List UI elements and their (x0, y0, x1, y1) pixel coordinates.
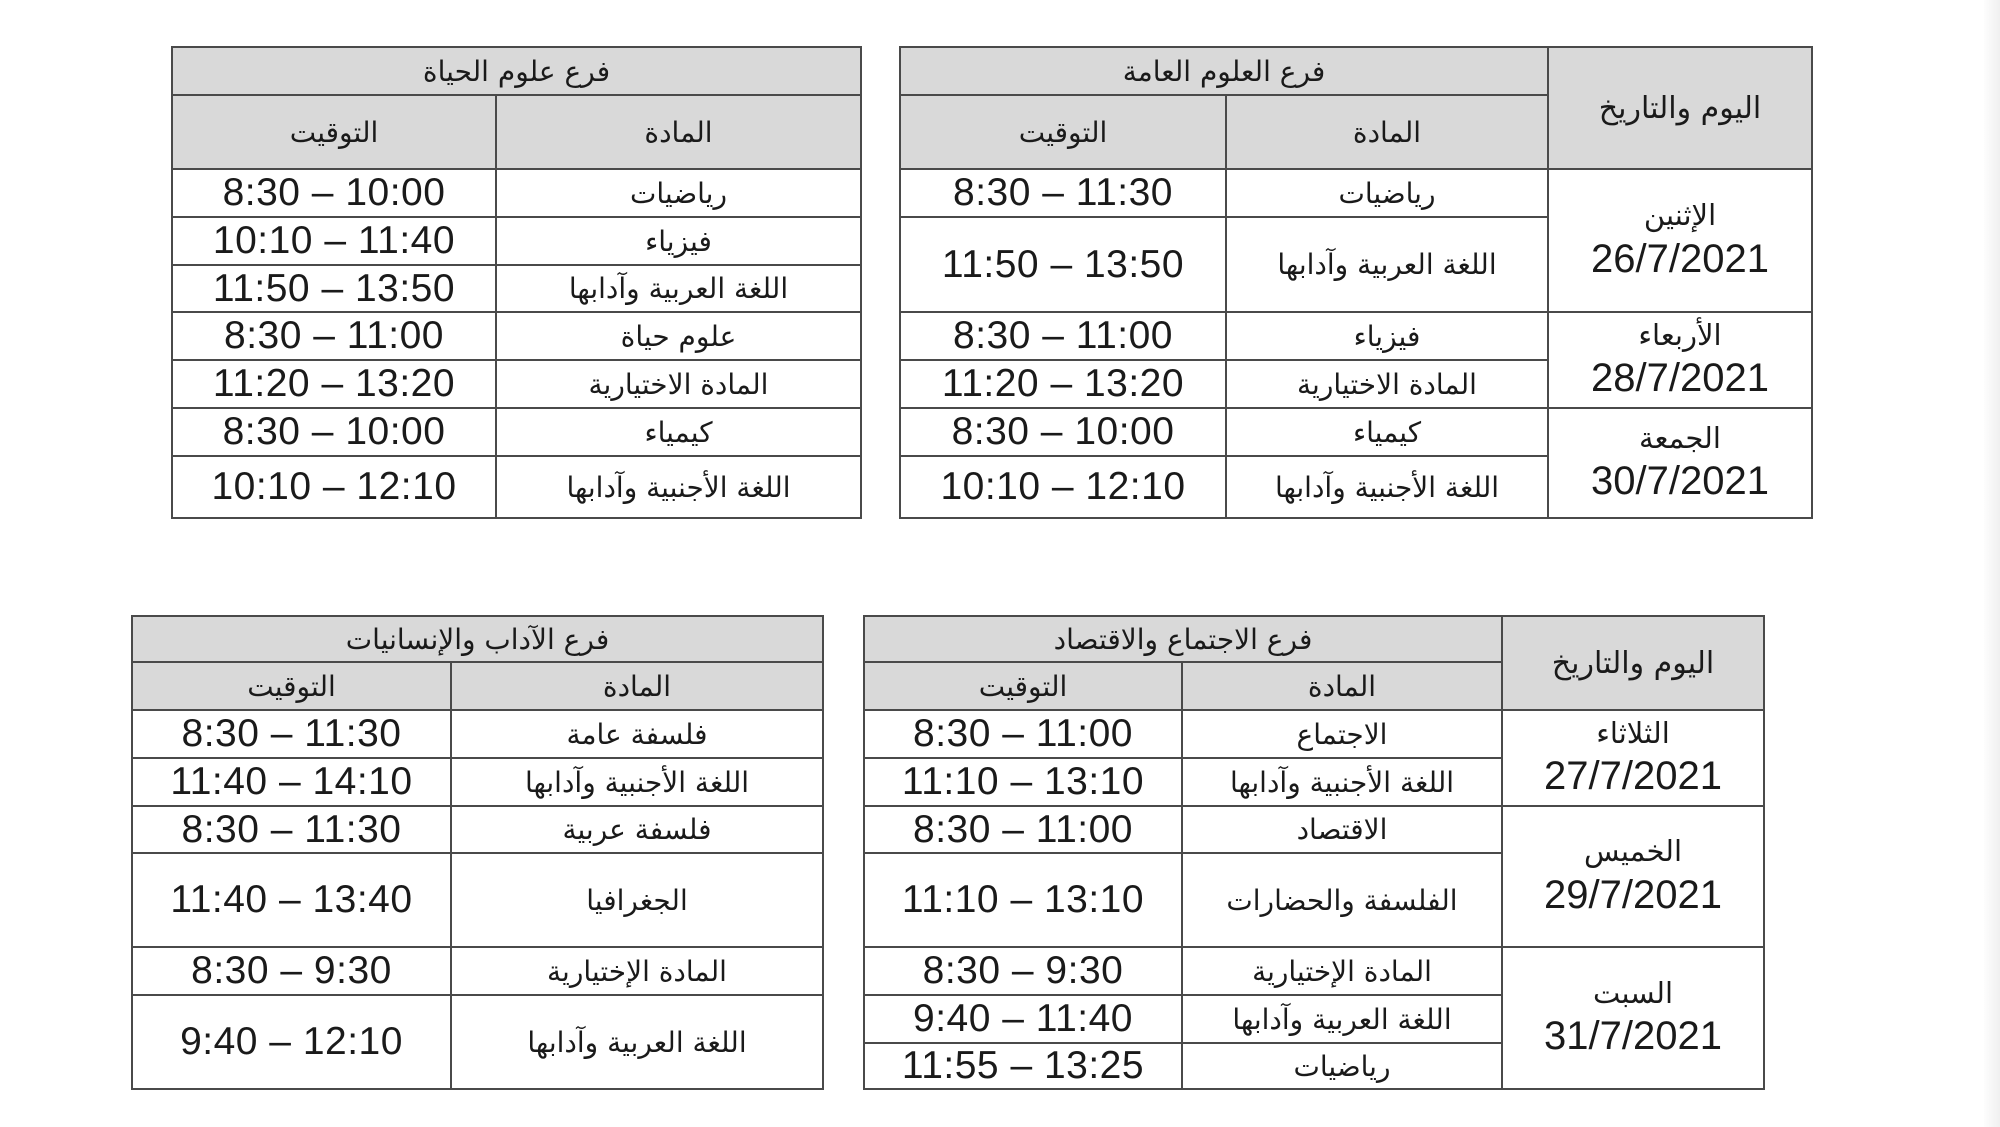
day-name: الإثنين (1643, 198, 1717, 233)
exam-subject: المادة الاختيارية (496, 360, 861, 408)
subject-column-header: المادة (496, 95, 861, 169)
branch-title-life-sciences: فرع علوم الحياة (172, 47, 861, 95)
exam-subject: الفلسفة والحضارات (1182, 853, 1502, 947)
day-date: 27/7/2021 (1544, 754, 1722, 799)
day-cell-monday (1548, 169, 1812, 312)
life-sciences-schedule-table (171, 46, 862, 519)
exam-time: 8:30 – 9:30 (132, 947, 451, 995)
exam-time: 11:40 – 14:10 (132, 758, 451, 806)
exam-time: 8:30 – 11:30 (900, 169, 1226, 217)
day-cell-saturday (1502, 947, 1764, 1089)
day-name: الجمعة (1639, 420, 1721, 455)
day-name: الثلاثاء (1596, 715, 1670, 750)
exam-subject: المادة الاختيارية (1226, 360, 1548, 408)
exam-subject: كيمياء (496, 408, 861, 456)
exam-subject: الاجتماع (1182, 710, 1502, 758)
day-date-header: اليوم والتاريخ (1502, 616, 1764, 710)
exam-subject: فلسفة عامة (451, 710, 823, 758)
subject-column-header: المادة (451, 662, 823, 710)
exam-time: 9:40 – 11:40 (864, 995, 1182, 1043)
day-date: 31/7/2021 (1544, 1014, 1722, 1059)
exam-time: 8:30 – 10:00 (172, 169, 496, 217)
day-date-header: اليوم والتاريخ (1548, 47, 1812, 169)
exam-time: 8:30 – 11:00 (864, 806, 1182, 853)
time-column-header: التوقيت (900, 95, 1226, 169)
exam-subject: اللغة العربية وآدابها (496, 265, 861, 312)
exam-time: 10:10 – 12:10 (900, 456, 1226, 518)
exam-time: 8:30 – 11:00 (172, 312, 496, 360)
day-name: الخميس (1583, 834, 1683, 869)
time-column-header: التوقيت (132, 662, 451, 710)
exam-time: 8:30 – 11:30 (132, 710, 451, 758)
sociology-economics-schedule-table (863, 615, 1765, 1090)
time-column-header: التوقيت (864, 662, 1182, 710)
day-cell-wednesday (1548, 312, 1812, 408)
exam-time: 8:30 – 10:00 (172, 408, 496, 456)
time-column-header: التوقيت (172, 95, 496, 169)
exam-subject: رياضيات (1226, 169, 1548, 217)
exam-time: 10:10 – 11:40 (172, 217, 496, 265)
page-edge-shadow (1984, 0, 2000, 1127)
literature-humanities-schedule-table (131, 615, 824, 1090)
exam-subject: اللغة الأجنبية وآدابها (1182, 758, 1502, 806)
branch-title-literature-humanities: فرع الآداب والإنسانيات (132, 616, 823, 662)
subject-column-header: المادة (1226, 95, 1548, 169)
exam-time: 11:50 – 13:50 (900, 217, 1226, 312)
exam-time: 8:30 – 11:00 (864, 710, 1182, 758)
exam-time: 11:55 – 13:25 (864, 1043, 1182, 1089)
exam-subject: فيزياء (1226, 312, 1548, 360)
exam-subject: اللغة الأجنبية وآدابها (451, 758, 823, 806)
exam-subject: علوم حياة (496, 312, 861, 360)
exam-time: 8:30 – 10:00 (900, 408, 1226, 456)
exam-time: 8:30 – 11:30 (132, 806, 451, 853)
exam-subject: المادة الإختيارية (1182, 947, 1502, 995)
exam-time: 8:30 – 9:30 (864, 947, 1182, 995)
exam-subject: اللغة العربية وآدابها (1182, 995, 1502, 1043)
exam-subject: اللغة الأجنبية وآدابها (1226, 456, 1548, 518)
exam-subject: رياضيات (496, 169, 861, 217)
exam-time: 9:40 – 12:10 (132, 995, 451, 1089)
exam-time: 11:10 – 13:10 (864, 758, 1182, 806)
exam-time: 10:10 – 12:10 (172, 456, 496, 518)
subject-column-header: المادة (1182, 662, 1502, 710)
exam-subject: الاقتصاد (1182, 806, 1502, 853)
exam-time: 11:40 – 13:40 (132, 853, 451, 947)
exam-subject: فيزياء (496, 217, 861, 265)
day-name: الأربعاء (1638, 317, 1722, 352)
day-date: 30/7/2021 (1591, 459, 1769, 504)
day-cell-friday (1548, 408, 1812, 518)
exam-subject: فلسفة عربية (451, 806, 823, 853)
exam-subject: اللغة العربية وآدابها (1226, 217, 1548, 312)
day-date: 28/7/2021 (1591, 356, 1769, 401)
day-cell-thursday (1502, 806, 1764, 947)
exam-subject: رياضيات (1182, 1043, 1502, 1089)
exam-time: 8:30 – 11:00 (900, 312, 1226, 360)
exam-subject: كيمياء (1226, 408, 1548, 456)
exam-time: 11:20 – 13:20 (900, 360, 1226, 408)
day-date: 29/7/2021 (1544, 872, 1722, 917)
branch-title-general-sciences: فرع العلوم العامة (900, 47, 1548, 95)
exam-subject: الجغرافيا (451, 853, 823, 947)
exam-time: 11:20 – 13:20 (172, 360, 496, 408)
branch-title-sociology-economics: فرع الاجتماع والاقتصاد (864, 616, 1502, 662)
general-sciences-schedule-table (899, 46, 1813, 519)
exam-subject: اللغة العربية وآدابها (451, 995, 823, 1089)
day-name: السبت (1593, 975, 1674, 1010)
exam-time: 11:50 – 13:50 (172, 265, 496, 312)
exam-subject: اللغة الأجنبية وآدابها (496, 456, 861, 518)
exam-subject: المادة الإختيارية (451, 947, 823, 995)
day-cell-tuesday (1502, 710, 1764, 806)
exam-time: 11:10 – 13:10 (864, 853, 1182, 947)
day-date: 26/7/2021 (1591, 236, 1769, 281)
